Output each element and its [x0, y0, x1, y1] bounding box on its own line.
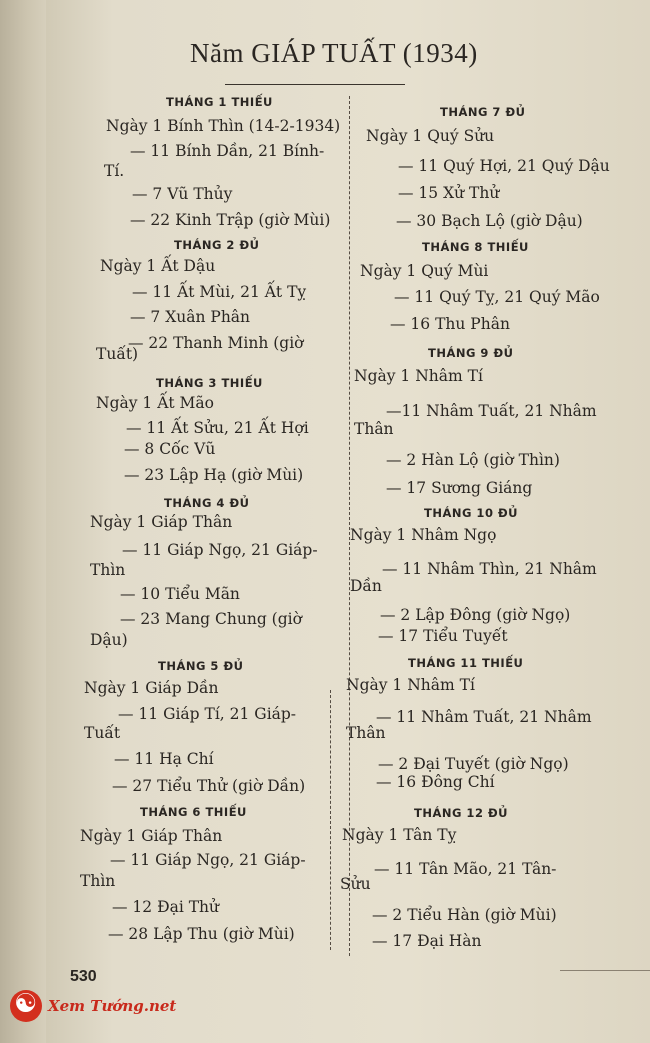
entry-line: — 11 Hạ Chí	[114, 750, 214, 768]
month-heading: THÁNG 8 THIẾU	[422, 240, 529, 254]
entry-line: Ngày 1 Nhâm Tí	[354, 367, 483, 385]
column-divider-left	[330, 690, 331, 950]
entry-line: — 11 Ất Sửu, 21 Ất Hợi	[126, 419, 309, 437]
entry-line: Thìn	[80, 872, 116, 890]
title-underline	[225, 84, 405, 85]
entry-line: — 10 Tiểu Mãn	[120, 585, 240, 603]
page-number: 530	[70, 968, 97, 985]
entry-line: — 7 Vũ Thủy	[132, 185, 233, 203]
month-heading: THÁNG 12 ĐỦ	[414, 806, 508, 820]
month-heading: THÁNG 7 ĐỦ	[440, 105, 526, 119]
entry-line: — 2 Tiểu Hàn (giờ Mùi)	[372, 906, 557, 924]
entry-line: Thân	[346, 724, 386, 742]
watermark-text: Xem Tướng.net	[48, 997, 177, 1015]
page-gutter	[0, 0, 46, 1043]
entry-line: — 16 Thu Phân	[390, 315, 510, 333]
entry-line: — 23 Lập Hạ (giờ Mùi)	[124, 466, 304, 484]
entry-line: — 11 Giáp Tí, 21 Giáp-	[118, 705, 297, 723]
watermark	[10, 990, 177, 1024]
entry-line: — 22 Thanh Minh (giờ	[128, 334, 304, 352]
entry-line: Ngày 1 Giáp Thân	[80, 827, 223, 845]
entry-line: Sửu	[340, 875, 371, 893]
entry-line: — 7 Xuân Phân	[130, 308, 251, 326]
entry-line: Ngày 1 Tân Tỵ	[342, 826, 457, 844]
month-heading: THÁNG 6 THIẾU	[140, 805, 247, 819]
entry-line: Ngày 1 Quý Sửu	[366, 127, 495, 145]
entry-line: — 2 Đại Tuyết (giờ Ngọ)	[378, 755, 569, 773]
entry-line: — 11 Nhâm Thìn, 21 Nhâm	[382, 560, 597, 578]
entry-line: Thân	[354, 420, 394, 438]
entry-line: — 28 Lập Thu (giờ Mùi)	[108, 925, 295, 943]
month-heading: THÁNG 11 THIẾU	[408, 656, 524, 670]
entry-line: Ngày 1 Bính Thìn (14-2-1934)	[106, 117, 341, 135]
month-heading: THÁNG 2 ĐỦ	[174, 238, 260, 252]
entry-line: Ngày 1 Giáp Dần	[84, 679, 219, 697]
entry-line: — 11 Quý Tỵ, 21 Quý Mão	[394, 288, 600, 306]
entry-line: —11 Nhâm Tuất, 21 Nhâm	[386, 402, 597, 420]
entry-line: — 17 Sương Giáng	[386, 479, 533, 497]
entry-line: — 17 Đại Hàn	[372, 932, 482, 950]
entry-line: — 11 Giáp Ngọ, 21 Giáp-	[122, 541, 318, 559]
entry-line: — 12 Đại Thử	[112, 898, 220, 916]
entry-line: Thìn	[90, 561, 126, 579]
entry-line: — 11 Ất Mùi, 21 Ất Tỵ	[132, 283, 307, 301]
page-edge-mark	[560, 970, 650, 1011]
entry-line: Ngày 1 Nhâm Tí	[346, 676, 475, 694]
entry-line: Dậu)	[90, 631, 128, 649]
entry-line: — 11 Bính Dần, 21 Bính-	[130, 142, 325, 160]
entry-line: — 30 Bạch Lộ (giờ Dậu)	[396, 212, 583, 230]
entry-line: Ngày 1 Quý Mùi	[360, 262, 489, 280]
entry-line: — 11 Quý Hợi, 21 Quý Dậu	[398, 157, 610, 175]
month-heading: THÁNG 1 THIẾU	[166, 95, 273, 109]
entry-line: — 8 Cốc Vũ	[124, 440, 216, 458]
entry-line: Ngày 1 Ất Dậu	[100, 257, 216, 275]
entry-line: Ngày 1 Nhâm Ngọ	[350, 526, 497, 544]
entry-line: Ngày 1 Giáp Thân	[90, 513, 233, 531]
entry-line: — 22 Kinh Trập (giờ Mùi)	[130, 211, 331, 229]
entry-line: — 2 Hàn Lộ (giờ Thìn)	[386, 451, 560, 469]
month-heading: THÁNG 10 ĐỦ	[424, 506, 518, 520]
entry-line: — 23 Mang Chung (giờ	[120, 610, 302, 628]
yin-yang-icon	[10, 990, 42, 1022]
entry-line: — 15 Xử Thử	[398, 184, 500, 202]
entry-line: — 11 Giáp Ngọ, 21 Giáp-	[110, 851, 306, 869]
entry-line: — 16 Đông Chí	[376, 773, 495, 791]
entry-line: Tuất	[84, 724, 121, 742]
month-heading: THÁNG 5 ĐỦ	[158, 659, 244, 673]
month-heading: THÁNG 9 ĐỦ	[428, 346, 514, 360]
entry-line: — 11 Nhâm Tuất, 21 Nhâm	[376, 708, 592, 726]
entry-line: Tí.	[104, 162, 125, 180]
entry-line: — 27 Tiểu Thử (giờ Dần)	[112, 777, 306, 795]
entry-line: Ngày 1 Ất Mão	[96, 394, 214, 412]
month-heading: THÁNG 4 ĐỦ	[164, 496, 250, 510]
entry-line: — 17 Tiểu Tuyết	[378, 627, 508, 645]
entry-line: Tuất)	[96, 345, 139, 363]
page-title: Năm GIÁP TUẤT (1934)	[190, 38, 478, 68]
entry-line: Dần	[350, 577, 382, 595]
month-heading: THÁNG 3 THIẾU	[156, 376, 263, 390]
entry-line: — 2 Lập Đông (giờ Ngọ)	[380, 606, 571, 624]
entry-line: — 11 Tân Mão, 21 Tân-	[374, 860, 557, 878]
